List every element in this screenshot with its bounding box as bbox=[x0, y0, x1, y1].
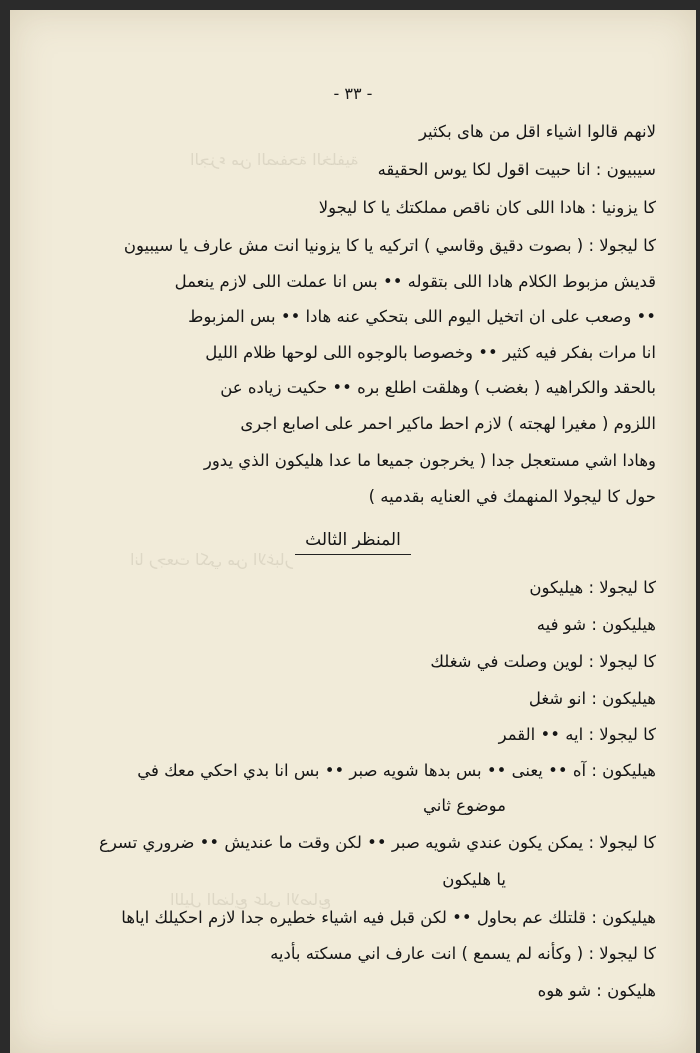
text-line: موضوع ثاني bbox=[423, 796, 506, 815]
text-line: هيليكون : آه •• يعنى •• بس بدها شويه صبر •• بس انا بدي احكي معك في bbox=[137, 761, 656, 780]
text-line: هيليكون : قلتلك عم بحاول •• لكن قبل فيه اشياء خطيره جدا لازم احكيلك اياها bbox=[121, 908, 656, 927]
text-line: اللزوم ( مغيرا لهجته ) لازم احط ماكير احمر على اصابع اجرى bbox=[240, 414, 656, 433]
text-line: حول كا ليجولا المنهمك في العنايه بقدميه ) bbox=[368, 487, 656, 506]
page-number: - ٣٣ - bbox=[333, 84, 373, 103]
scene-title bbox=[10, 530, 696, 550]
bleed-through-text: انا رجعت لكي من الاغبار bbox=[130, 550, 293, 569]
text-line: سيبيون : انا حبيت اقول لكا يوس الحقيقه bbox=[377, 160, 656, 179]
text-line: بالحقد والكراهيه ( بغضب ) وهلقت اطلع بره •• حكيت زياده عن bbox=[220, 378, 656, 397]
text-line: هيليكون : شو فيه bbox=[536, 615, 656, 634]
document-page bbox=[10, 10, 696, 1053]
text-line: هيليكون : انو شغل bbox=[528, 689, 656, 708]
text-line: كا ليجولا : هيليكون bbox=[529, 578, 656, 597]
text-line: قديش مزبوط الكلام هادا اللى بتقوله •• بس انا عملت اللى لازم ينعمل bbox=[174, 272, 656, 291]
text-line: هليكون : شو هوه bbox=[537, 981, 656, 1000]
scene-title-text: المنظر الثالث bbox=[295, 530, 411, 555]
text-line: كا يزونيا : هادا اللى كان ناقص مملكتك يا كا ليجولا bbox=[318, 198, 656, 217]
bleed-through-text: الليل الضايع على الاصابع bbox=[170, 890, 332, 909]
text-line: كا ليجولا : ( بصوت دقيق وقاسي ) اتركيه يا كا يزونيا انت مش عارف يا سيبيون bbox=[123, 236, 656, 255]
text-line: كا ليجولا : ( وكأنه لم يسمع ) انت عارف اني مسكته بأديه bbox=[270, 944, 656, 963]
text-line: وهادا اشي مستعجل جدا ( يخرجون جميعا ما عدا هليكون الذي يدور bbox=[203, 451, 656, 470]
text-line: كا ليجولا : يمكن يكون عندي شويه صبر •• لكن وقت ما عنديش •• ضروري تسرع bbox=[98, 833, 656, 852]
text-line: كا ليجولا : لوين وصلت في شغلك bbox=[430, 652, 656, 671]
text-line: انا مرات بفكر فيه كثير •• وخصوصا بالوجوه اللى لوحها ظلام الليل bbox=[205, 343, 656, 362]
text-line: لانهم قالوا اشياء اقل من هاى بكثير bbox=[418, 122, 656, 141]
text-line: •• وصعب على ان اتخيل اليوم اللى بتحكي عنه هادا •• بس المزبوط bbox=[188, 307, 656, 326]
text-line: يا هليكون bbox=[442, 870, 506, 889]
text-line: كا ليجولا : ايه •• القمر bbox=[498, 725, 656, 744]
bleed-through-text: الجزء من الصفحة الخلفية bbox=[190, 150, 359, 169]
